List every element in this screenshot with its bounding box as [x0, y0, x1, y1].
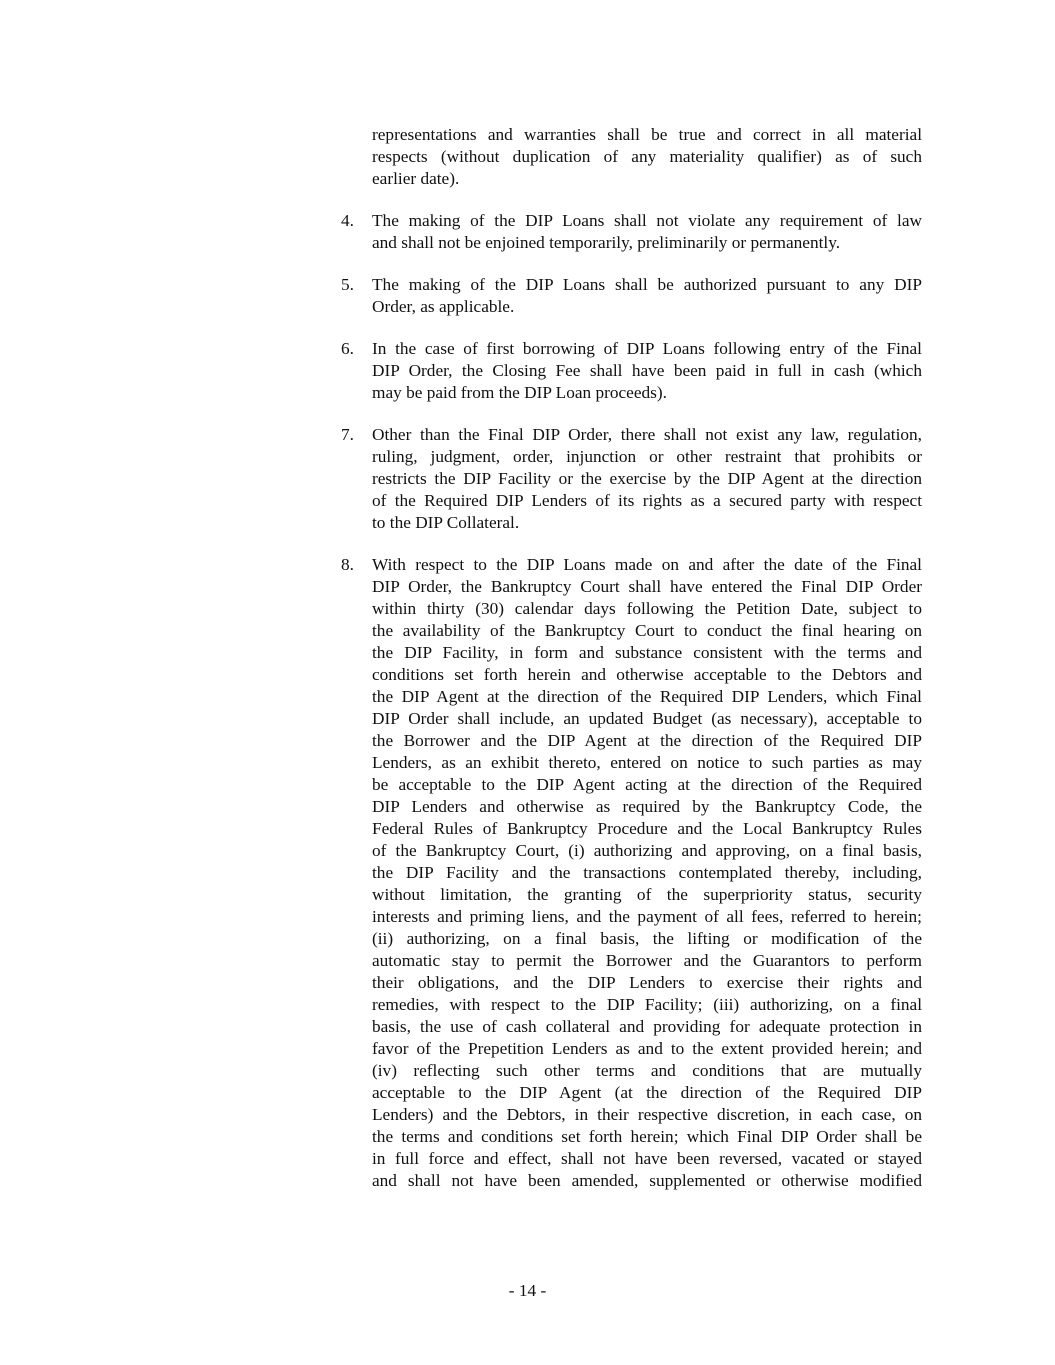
text-line: the DIP Agent at the direction of the Required DIP Lenders, which Final	[372, 687, 922, 706]
text-line: DIP Order shall include, an updated Budget (as necessary), acceptable to	[372, 709, 922, 728]
text-line: of the Bankruptcy Court, (i) authorizing and approving, on a final basis,	[372, 841, 922, 860]
text-line: and shall not have been amended, supplemented or otherwise modified	[372, 1171, 922, 1190]
page-number: - 14 -	[508, 1281, 547, 1300]
text-line: and shall not be enjoined temporarily, preliminarily or permanently.	[372, 233, 841, 252]
text-line: the Borrower and the DIP Agent at the direction of the Required DIP	[372, 731, 922, 750]
text-line: respects (without duplication of any materiality qualifier) as of such	[372, 147, 922, 166]
text-line: Lenders) and the Debtors, in their respective discretion, in each case, on	[372, 1105, 922, 1124]
text-line: in full force and effect, shall not have been reversed, vacated or stayed	[372, 1149, 922, 1168]
text-line: their obligations, and the DIP Lenders to exercise their rights and	[372, 973, 922, 992]
text-line: the availability of the Bankruptcy Court to conduct the final hearing on	[372, 621, 922, 640]
text-line: Lenders, as an exhibit thereto, entered on notice to such parties as may	[372, 753, 922, 772]
text-line: DIP Order, the Closing Fee shall have been paid in full in cash (which	[372, 361, 922, 380]
text-line: basis, the use of cash collateral and providing for adequate protection in	[372, 1017, 922, 1036]
text-line: remedies, with respect to the DIP Facility; (iii) authorizing, on a final	[372, 995, 922, 1014]
text-line: interests and priming liens, and the payment of all fees, referred to herein;	[372, 907, 922, 926]
numbered-condition-7	[341, 424, 922, 534]
text-line: automatic stay to permit the Borrower and the Guarantors to perform	[372, 951, 922, 970]
text-line: representations and warranties shall be true and correct in all material	[372, 125, 922, 144]
text-line: Other than the Final DIP Order, there shall not exist any law, regulation,	[372, 425, 922, 444]
text-line: (ii) authorizing, on a final basis, the lifting or modification of the	[372, 929, 922, 948]
text-line: to the DIP Collateral.	[372, 513, 520, 532]
text-line: DIP Order, the Bankruptcy Court shall have entered the Final DIP Order	[372, 577, 922, 596]
text-line: DIP Lenders and otherwise as required by the Bankruptcy Code, the	[372, 797, 922, 816]
item-number: 6.	[341, 339, 354, 358]
item-number: 5.	[341, 275, 354, 294]
text-line: The making of the DIP Loans shall be authorized pursuant to any DIP	[372, 275, 922, 294]
numbered-condition-5	[341, 274, 922, 318]
text-line: Order, as applicable.	[372, 297, 515, 316]
numbered-condition-4	[341, 210, 922, 254]
text-line: the DIP Facility, in form and substance consistent with the terms and	[372, 643, 922, 662]
numbered-condition-6	[341, 338, 922, 404]
continued-paragraph	[341, 124, 922, 190]
text-line: without limitation, the granting of the superpriority status, security	[372, 885, 922, 904]
numbered-condition-8	[341, 554, 922, 1192]
text-line: In the case of first borrowing of DIP Loans following entry of the Final	[372, 339, 922, 358]
text-line: The making of the DIP Loans shall not violate any requirement of law	[372, 211, 922, 230]
item-number: 4.	[341, 211, 354, 230]
text-line: restricts the DIP Facility or the exercise by the DIP Agent at the direction	[372, 469, 922, 488]
text-line: Federal Rules of Bankruptcy Procedure and the Local Bankruptcy Rules	[372, 819, 922, 838]
text-line: With respect to the DIP Loans made on and after the date of the Final	[372, 555, 922, 574]
text-line: of the Required DIP Lenders of its rights as a secured party with respect	[372, 491, 922, 510]
text-line: acceptable to the DIP Agent (at the direction of the Required DIP	[372, 1083, 922, 1102]
text-line: favor of the Prepetition Lenders as and to the extent provided herein; and	[372, 1039, 922, 1058]
text-line: earlier date).	[372, 169, 460, 188]
text-line: conditions set forth herein and otherwise acceptable to the Debtors and	[372, 665, 922, 684]
text-line: be acceptable to the DIP Agent acting at the direction of the Required	[372, 775, 922, 794]
item-number: 8.	[341, 555, 354, 574]
item-number: 7.	[341, 425, 354, 444]
text-line: within thirty (30) calendar days following the Petition Date, subject to	[372, 599, 922, 618]
text-line: ruling, judgment, order, injunction or other restraint that prohibits or	[372, 447, 922, 466]
text-line: (iv) reflecting such other terms and conditions that are mutually	[372, 1061, 922, 1080]
document-body	[341, 124, 922, 1212]
text-line: the DIP Facility and the transactions contemplated thereby, including,	[372, 863, 922, 882]
text-line: may be paid from the DIP Loan proceeds).	[372, 383, 667, 402]
text-line: the terms and conditions set forth herein; which Final DIP Order shall be	[372, 1127, 922, 1146]
